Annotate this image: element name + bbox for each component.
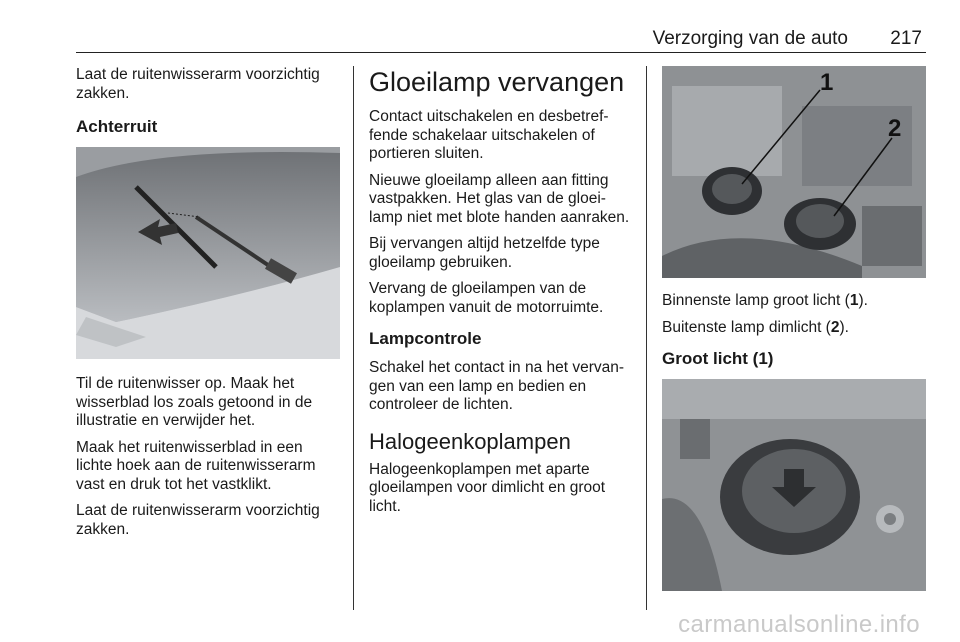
caption-dimlicht: Buitenste lamp dimlicht (2).: [662, 318, 849, 336]
middle-paragraph-2: Nieuwe gloeilamp alleen aan fitting vastpakken. Het glas van de gloei-lamp niet met blote handen aanraken.: [369, 171, 630, 226]
column-divider-left: [353, 66, 354, 610]
left-paragraph-1: Til de ruitenwisser op. Maak het wisserblad los zoals getoond in de illustratie en verwijder het.: [76, 375, 313, 429]
page-header: [76, 26, 926, 53]
watermark: carmanualsonline.info: [678, 611, 920, 638]
rear-wiper-illustration: [76, 147, 340, 359]
high-beam-cap-illustration: [662, 379, 926, 591]
intro-text: Laat de ruitenwisserarm voorzichtig zakken.: [76, 66, 320, 102]
middle-paragraph-1: Contact uitschakelen en desbetref-fende schakelaar uitschakelen of portieren sluiten.: [369, 108, 609, 162]
subheading-halogeenkoplampen: Halogeenkoplampen: [369, 428, 571, 454]
middle-paragraph-3: Bij vervangen altijd hetzelfde type gloeilamp gebruiken.: [369, 235, 600, 271]
left-column: [76, 66, 342, 547]
middle-column: [369, 66, 637, 524]
subheading-achterruit: Achterruit: [76, 117, 158, 136]
right-column: [662, 66, 926, 591]
halogen-text: Halogeenkoplampen met aparte gloeilampen voor dimlicht en groot licht.: [369, 460, 606, 515]
middle-paragraph-4: Vervang de gloeilampen van de koplampen vanuit de motorruimte.: [369, 280, 604, 316]
subheading-groot-licht: Groot licht (1): [662, 349, 774, 368]
left-paragraph-3: Laat de ruitenwisserarm voorzichtig zakken.: [76, 502, 320, 538]
lampcontrole-text: Schakel het contact in na het vervan-gen van een lamp en bedien en controleer de lichten.: [369, 359, 625, 413]
page-number: 217: [890, 28, 922, 49]
page-title: Gloeilamp vervangen: [369, 67, 625, 97]
caption-groot-licht: Binnenste lamp groot licht (1).: [662, 292, 868, 309]
left-paragraph-2: Maak het ruitenwisserblad in een lichte hoek aan de ruitenwisserarm vast en druk tot het vastklikt.: [76, 438, 316, 493]
callout-2: 2: [888, 115, 902, 142]
subheading-lampcontrole: Lampcontrole: [369, 329, 482, 348]
section-title: Verzorging van de auto: [652, 28, 848, 49]
callout-1: 1: [820, 69, 834, 96]
column-divider-right: [646, 66, 647, 610]
headlamp-bulbs-illustration: [662, 66, 926, 278]
